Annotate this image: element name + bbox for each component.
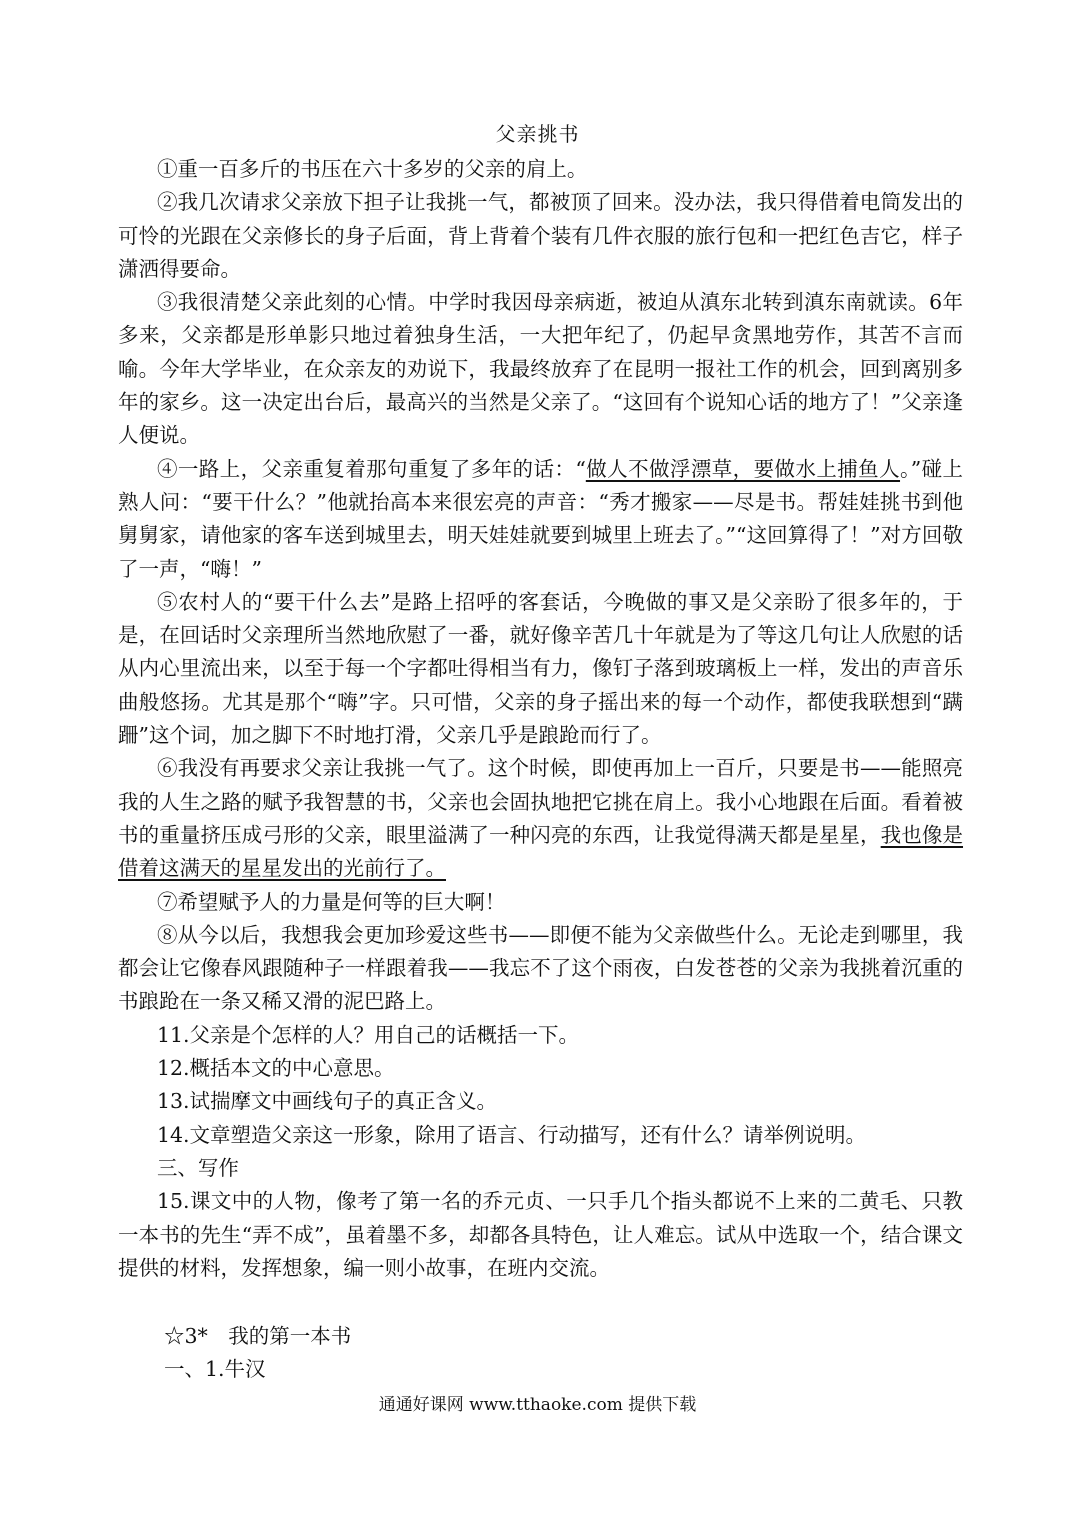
footer-source: 通通好课网 www.tthaoke.com 提供下载 <box>378 1395 697 1415</box>
article-title: 父亲挑书 <box>495 122 580 146</box>
paragraph-3: ③我很清楚父亲此刻的心情。中学时我因母亲病逝，被迫从滇东北转到滇东南就读。6年多来，父亲都是形单影只地过着独身生活，一大把年纪了，仍起早贪黑地劳作，其苦不言而喻。今年大学毕业，在众亲友的劝说下，我最终放弃了在昆明一报社工作的机会，回到离别多年的家乡。这一决定出台后，最高兴的当然是父亲了。“这回有个说知心话的地方了！”父亲逢人便说。 <box>118 290 963 448</box>
paragraph-8: ⑧从今以后，我想我会更加珍爱这些书——即便不能为父亲做些什么。无论走到哪里，我都会让它像春风跟随种子一样跟着我——我忘不了这个雨夜，白发苍苍的父亲为我挑着沉重的书踉跄在一条又稀又滑的泥巴路上。 <box>118 922 963 1014</box>
paragraph-4-before: ④一路上，父亲重复着那句重复了多年的话：“ <box>156 456 586 481</box>
question-11: 11.父亲是个怎样的人？用自己的话概括一下。 <box>156 1022 580 1047</box>
paragraph-5: ⑤农村人的“要干什么去”是路上招呼的客套话，今晚做的事又是父亲盼了很多年的，于是，在回话时父亲理所当然地欣慰了一番，就好像辛苦几十年就是为了等这几句让人欣慰的话从内心里流出来，以至于每一个字都吐得相当有力，像钉子落到玻璃板上一样，发出的声音乐曲般悠扬。尤其是那个“嗨”字。只可惜，父亲的身子摇出来的每一个动作，都使我联想到“蹒跚”这个词，加之脚下不时地打滑，父亲几乎是踉跄而行了。 <box>118 589 963 748</box>
question-13: 13.试揣摩文中画线句子的真正含义。 <box>156 1089 498 1114</box>
section-heading-writing: 三、写作 <box>156 1155 239 1180</box>
underlined-sentence-1: 做人不做浮漂草，要做水上捕鱼人 <box>585 456 901 481</box>
underlined-sentence-2: 我也像是借着这满天的星星发出的光前行了。 <box>118 822 964 881</box>
paragraph-6-before: ⑥我没有再要求父亲让我挑一气了。这个时候，即使再加上一百斤，只要是书——能照亮我的人生之路的赋予我智慧的书，父亲也会固执地把它挑在肩上。我小心地跟在后面。看着被书的重量挤压成弓形的父亲，眼里溢满了一种闪亮的东西，让我觉得满天都是星星， <box>118 756 963 847</box>
lesson-heading: ☆3* 我的第一本书 <box>164 1324 352 1348</box>
paragraph-1: ①重一百多斤的书压在六十多岁的父亲的肩上。 <box>156 157 588 181</box>
paragraph-7: ⑦希望赋予人的力量是何等的巨大啊！ <box>156 889 506 914</box>
question-12: 12.概括本文的中心意思。 <box>156 1056 395 1081</box>
paragraph-6 <box>118 752 963 885</box>
question-15: 15.课文中的人物，像考了第一名的乔元贞、一只手几个指头都说不上来的二黄毛、只教一本书的先生“弄不成”，虽着墨不多，却都各具特色，让人难忘。试从中选取一个，结合课文提供的材料，发挥想象，编一则小故事，在班内交流。 <box>118 1189 963 1280</box>
paragraph-4-after: 。”碰上熟人问：“要干什么？”他就抬高本来很宏亮的声音：“秀才搬家——尽是书。帮娃娃挑书到他舅舅家，请他家的客车送到城里去，明天娃娃就要到城里上班去了。”“这回算得了！”对方回敬了一声，“嗨！” <box>118 456 964 581</box>
paragraph-4 <box>118 453 963 586</box>
question-14: 14.文章塑造父亲这一形象，除用了语言、行动描写，还有什么？请举例说明。 <box>156 1122 867 1147</box>
article-body <box>118 153 963 1285</box>
answer-line: 一、1.牛汉 <box>164 1357 266 1381</box>
paragraph-2: ②我几次请求父亲放下担子让我挑一气，都被顶了回来。没办法，我只得借着电筒发出的可怜的光跟在父亲修长的身子后面，背上背着个装有几件衣服的旅行包和一把红色吉它，样子潇洒得要命。 <box>118 190 963 281</box>
